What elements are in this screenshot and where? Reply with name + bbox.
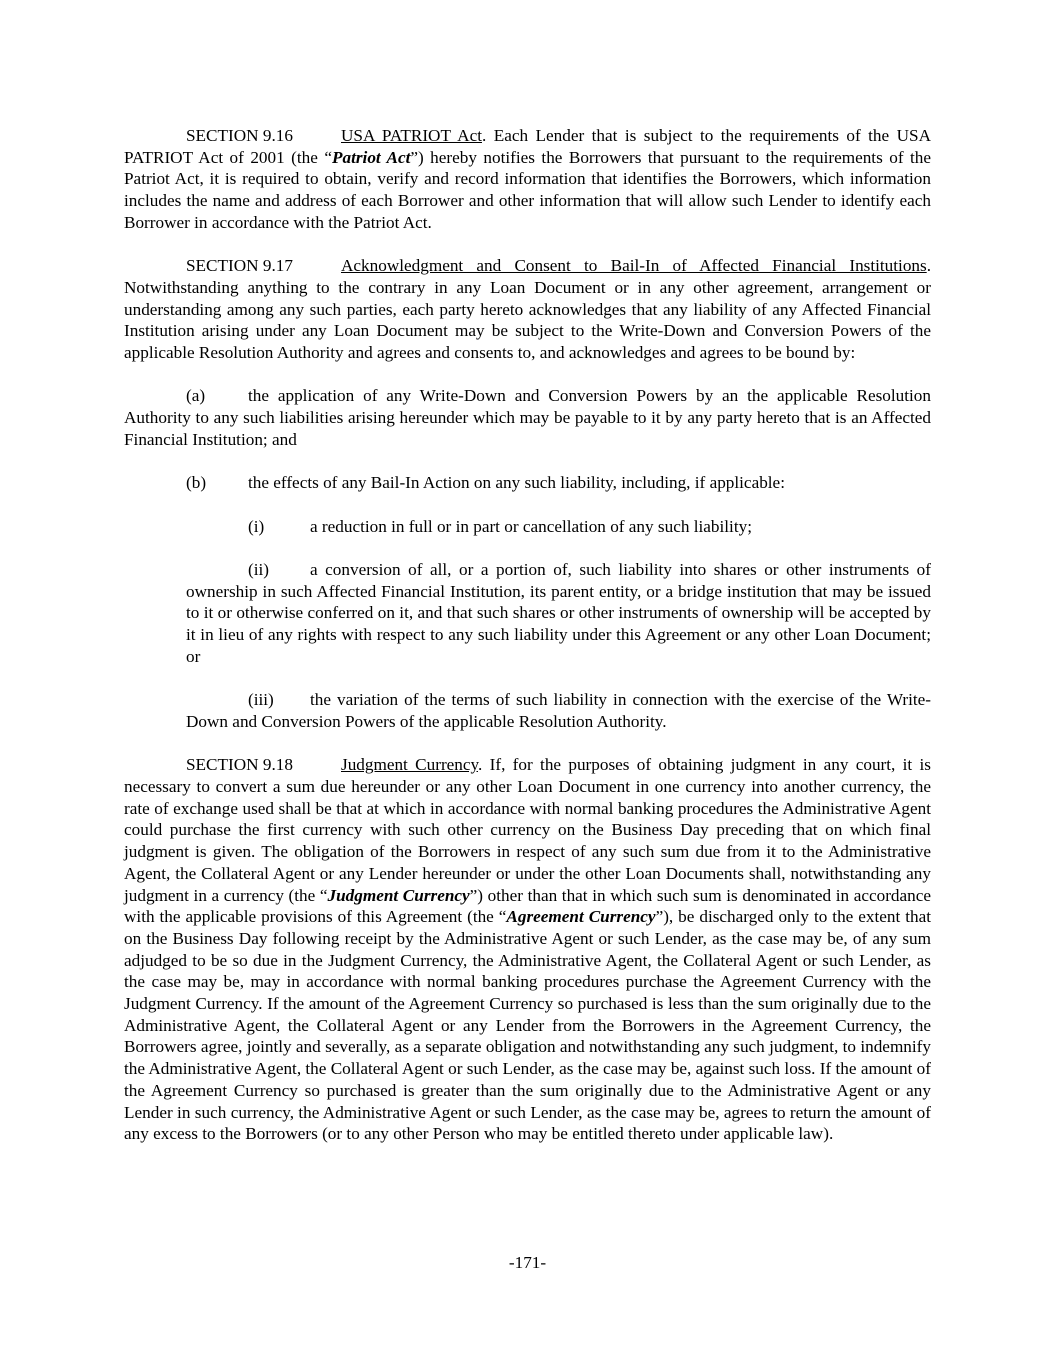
document-page [124, 125, 931, 1145]
page-number: -171- [508, 1253, 547, 1272]
section-heading: USA PATRIOT Act [341, 126, 482, 145]
section-9-16 [124, 125, 931, 234]
section-9-17 [124, 255, 931, 364]
section-heading: Judgment Currency [341, 755, 478, 775]
section-text: ”) other than that in which such sum is denominated in accordance with the applicable provisions of this Agreement (the “ [124, 885, 931, 927]
defined-term: Agreement Currency [506, 907, 656, 927]
clause-label: (i) [248, 516, 265, 536]
clause-text: the application of any Write-Down and Conversion Powers by an the applicable Resolution Authority to any such liabilities arising hereunder which may be payable to it by any party hereto that is an Affected Financial Institution; and [124, 386, 931, 449]
clause-text: a reduction in full or in part or cancellation of any such liability; [310, 516, 752, 536]
defined-term: Judgment Currency [327, 885, 470, 905]
clause-label: (b) [186, 473, 207, 493]
clause-iii [186, 689, 931, 732]
section-9-18 [124, 754, 931, 1145]
section-text: . If, for the purposes of obtaining judgment in any court, it is necessary to convert a sum due hereunder or any other Loan Document in one currency into another currency, the rate of exchange used shall be that at which in accordance with normal banking procedures the Administrative Agent could purchase the first currency with such other currency on the Business Day preceding that on which final judgment is given. The obligation of the Borrowers in respect of any such sum due from it to the Administrative Agent, the Collateral Agent or any Lender hereunder or under the other Loan Documents shall, notwithstanding any judgment in a currency (the “ [124, 755, 931, 905]
clause-i [186, 516, 931, 538]
clause-text: the effects of any Bail-In Action on any such liability, including, if applicable: [248, 473, 785, 493]
section-text: . Notwithstanding anything to the contrary in any Loan Document or in any other agreement, arrangement or understanding among any such parties, each party hereto acknowledges that any liability of any Affected Financial Institution arising under any Loan Document may be subject to the Write-Down and Conversion Powers of the applicable Resolution Authority and agrees and consents to, and acknowledges and agrees to be bound by: [124, 256, 931, 363]
clause-label: (a) [186, 386, 206, 406]
clause-a [124, 385, 931, 450]
section-text: ”), be discharged only to the extent that on the Business Day following receipt by the Administrative Agent or such Lender, as the case may be, of any sum adjudged to be so due in the Judgment Currency, the Administrative Agent, the Collateral Agent or such Lender, as the case may be, may in accordance with normal banking procedures purchase the Agreement Currency with the Judgment Currency. If the amount of the Agreement Currency so purchased is less than the sum originally due to the Administrative Agent, the Collateral Agent or any Lender from the Borrowers in the Agreement Currency, the Borrowers agree, jointly and severally, as a separate obligation and notwithstanding any such judgment, to indemnify the Administrative Agent, the Collateral Agent or such Lender, as the case may be, against such loss. If the amount of the Agreement Currency so purchased is greater than the sum originally due to the Administrative Agent or any Lender in such currency, the Administrative Agent or such Lender, as the case may be, agrees to return the amount of any excess to the Borrowers (or to any other Person who may be entitled thereto under applicable law). [124, 907, 932, 1144]
section-number: SECTION 9.18 [186, 755, 293, 775]
section-number: SECTION 9.16 [186, 126, 293, 145]
section-text: . Each Lender that is subject to the requirements of the USA PATRIOT Act of 2001 (the “ [124, 126, 931, 167]
clause-b [124, 472, 931, 494]
defined-term: Patriot Act [331, 147, 411, 167]
clause-ii [186, 559, 931, 668]
clause-label: (iii) [248, 690, 274, 710]
clause-text: a conversion of all, or a portion of, such liability into shares or other instruments of ownership in such Affected Financial Institution, its parent entity, or a bridge institution that may be issued to it or otherwise conferred on it, and that such shares or other instruments of ownership will be accepted by it in lieu of any rights with respect to any such liability under this Agreement or any other Loan Document; or [186, 559, 931, 666]
section-heading: Acknowledgment and Consent to Bail-In of Affected Financial Institutions [341, 256, 927, 276]
section-text: ”) hereby notifies the Borrowers that pursuant to the requirements of the Patriot Act, it is required to obtain, verify and record information that identifies the Borrowers, which information includes the name and address of each Borrower and other information that will allow such Lender to identify each Borrower in accordance with the Patriot Act. [124, 147, 931, 232]
clause-text: the variation of the terms of such liability in connection with the exercise of the Write-Down and Conversion Powers of the applicable Resolution Authority. [186, 690, 931, 731]
section-number: SECTION 9.17 [186, 256, 293, 276]
clause-label: (ii) [248, 559, 269, 579]
